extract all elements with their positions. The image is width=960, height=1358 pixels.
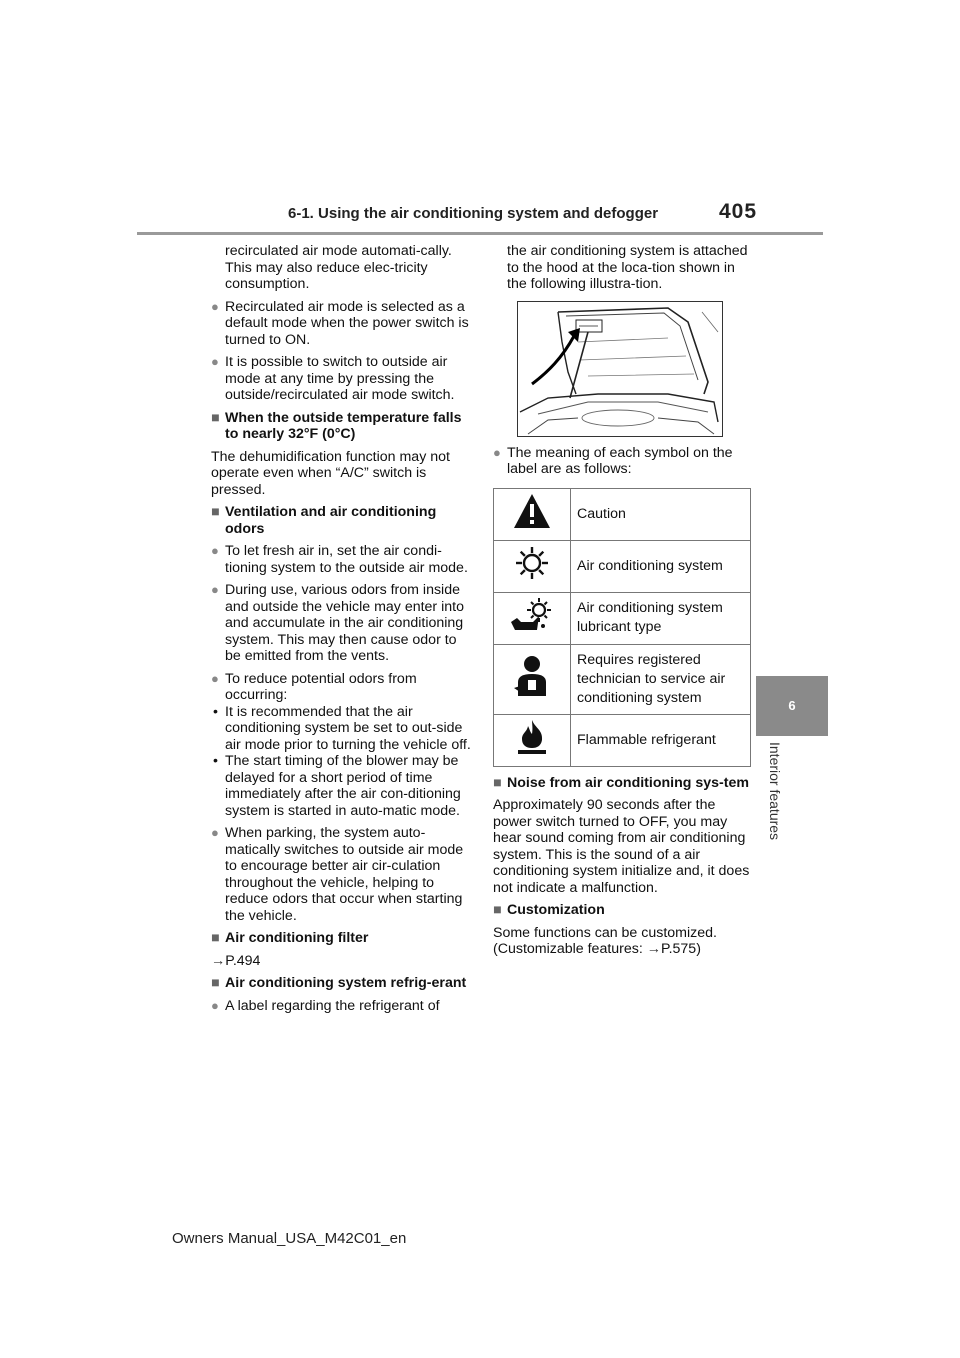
square-bullet-icon: ■ bbox=[211, 504, 220, 520]
table-row bbox=[494, 488, 751, 540]
bullet-icon: ● bbox=[211, 298, 219, 314]
bullet-icon: ● bbox=[211, 997, 219, 1013]
right-column bbox=[493, 243, 751, 958]
header-rule bbox=[137, 232, 823, 235]
square-bullet-icon: ■ bbox=[493, 774, 502, 791]
square-bullet-icon: ■ bbox=[211, 930, 220, 946]
section-title: 6-1. Using the air conditioning system and defogger bbox=[288, 205, 659, 222]
flammable-icon bbox=[494, 714, 571, 766]
bullet-item: ● To reduce potential odors from occurring: bbox=[211, 670, 417, 703]
section-heading: ■ Ventilation and air conditioning odors bbox=[211, 504, 437, 537]
arrow-right-icon: → bbox=[646, 941, 661, 957]
square-bullet-icon: ■ bbox=[211, 409, 220, 426]
paragraph: The dehumidification function may not operate even when “A/C” switch is pressed. bbox=[211, 448, 450, 498]
caution-triangle-icon bbox=[494, 488, 571, 540]
square-bullet-icon: ■ bbox=[211, 975, 220, 991]
symbol-label: Air conditioning system lubricant type bbox=[571, 592, 751, 644]
section-heading: ■ Noise from air conditioning sys-tem bbox=[493, 774, 750, 791]
table-row bbox=[494, 540, 751, 592]
symbol-label: Caution bbox=[571, 488, 751, 540]
paragraph: Approximately 90 seconds after the power switch turned to OFF, you may hear sound coming from air conditioning system. This is the sound of a air conditioning system initialize and, it does not indicate a malfunction. bbox=[493, 797, 750, 896]
bullet-icon: ● bbox=[211, 354, 219, 369]
bullet-item: ● The meaning of each symbol on the label are as follows: bbox=[493, 444, 733, 477]
bullet-icon: ● bbox=[211, 670, 219, 686]
table-row bbox=[494, 644, 751, 714]
left-column bbox=[211, 243, 473, 1020]
symbol-label: Flammable refrigerant bbox=[571, 714, 751, 766]
hood-label-illustration bbox=[517, 301, 723, 437]
page-reference[interactable]: →P.575 bbox=[646, 941, 697, 957]
section-heading: ■ When the outside temperature falls to nearly 32°F (0°C) bbox=[211, 409, 462, 442]
arrow-right-icon: → bbox=[211, 952, 226, 969]
page-reference[interactable]: →P.494 bbox=[211, 952, 261, 969]
section-heading: ■ Customization bbox=[493, 902, 605, 918]
chapter-label-text: Interior features bbox=[767, 742, 783, 841]
bullet-item: ● A label regarding the refrigerant of bbox=[211, 997, 440, 1014]
section-heading: ■ Air conditioning system refrig-erant bbox=[211, 975, 467, 991]
bullet-item: ● To let fresh air in, set the air condi-tioning system to the outside air mode. bbox=[211, 543, 468, 576]
page-number: 405 bbox=[719, 200, 758, 223]
intro-text: recirculated air mode automati-cally. This may also reduce elec-tricity consumption. bbox=[225, 243, 452, 292]
symbol-table bbox=[493, 488, 751, 767]
bullet-icon: ● bbox=[211, 825, 219, 840]
symbol-label: Air conditioning system bbox=[571, 540, 751, 592]
bullet-item: ● When parking, the system auto-matically switches to outside air mode to encourage better air cir-culation throughout the vehicle, helping to reduce odors that occur when starting the vehicle. bbox=[211, 825, 464, 924]
bullet-item: ● During use, various odors from inside and outside the vehicle may enter into and accumulate in the air conditioning system. This may then cause odor to be emitted from the vents. bbox=[211, 582, 464, 664]
table-row bbox=[494, 592, 751, 644]
bullet-icon: ● bbox=[211, 582, 219, 597]
footer-text: Owners Manual_USA_M42C01_en bbox=[172, 1230, 407, 1247]
square-bullet-icon: ■ bbox=[493, 902, 502, 918]
bullet-icon: ● bbox=[493, 444, 501, 460]
chapter-tab[interactable]: 6 bbox=[756, 676, 828, 736]
bullet-item: ● It is possible to switch to outside air mode at any time by pressing the outside/recirculated air mode switch. bbox=[211, 354, 455, 403]
table-row bbox=[494, 714, 751, 766]
ac-system-icon bbox=[494, 540, 571, 592]
ac-lubricant-icon bbox=[494, 592, 571, 644]
paragraph: Some functions can be customized. (Customizable features: →P.575) bbox=[493, 924, 717, 957]
chapter-label bbox=[757, 742, 801, 872]
sub-list-item: • The start timing of the blower may be delayed for a short period of time immediately after the air con-ditioning system is started in auto-matic mode. bbox=[213, 753, 461, 819]
continued-text: the air conditioning system is attached to the hood at the loca-tion shown in the following illustra-tion. bbox=[507, 243, 748, 292]
sub-list-item: • It is recommended that the air conditioning system be set to out-side air mode prior to turning the vehicle off. bbox=[213, 703, 471, 753]
symbol-label: Requires registered technician to service air conditioning system bbox=[571, 644, 751, 714]
technician-icon bbox=[494, 644, 571, 714]
section-heading: ■ Air conditioning filter bbox=[211, 930, 369, 946]
bullet-item: ● Recirculated air mode is selected as a default mode when the power switch is turned to ON. bbox=[211, 298, 469, 348]
bullet-icon: ● bbox=[211, 543, 219, 558]
